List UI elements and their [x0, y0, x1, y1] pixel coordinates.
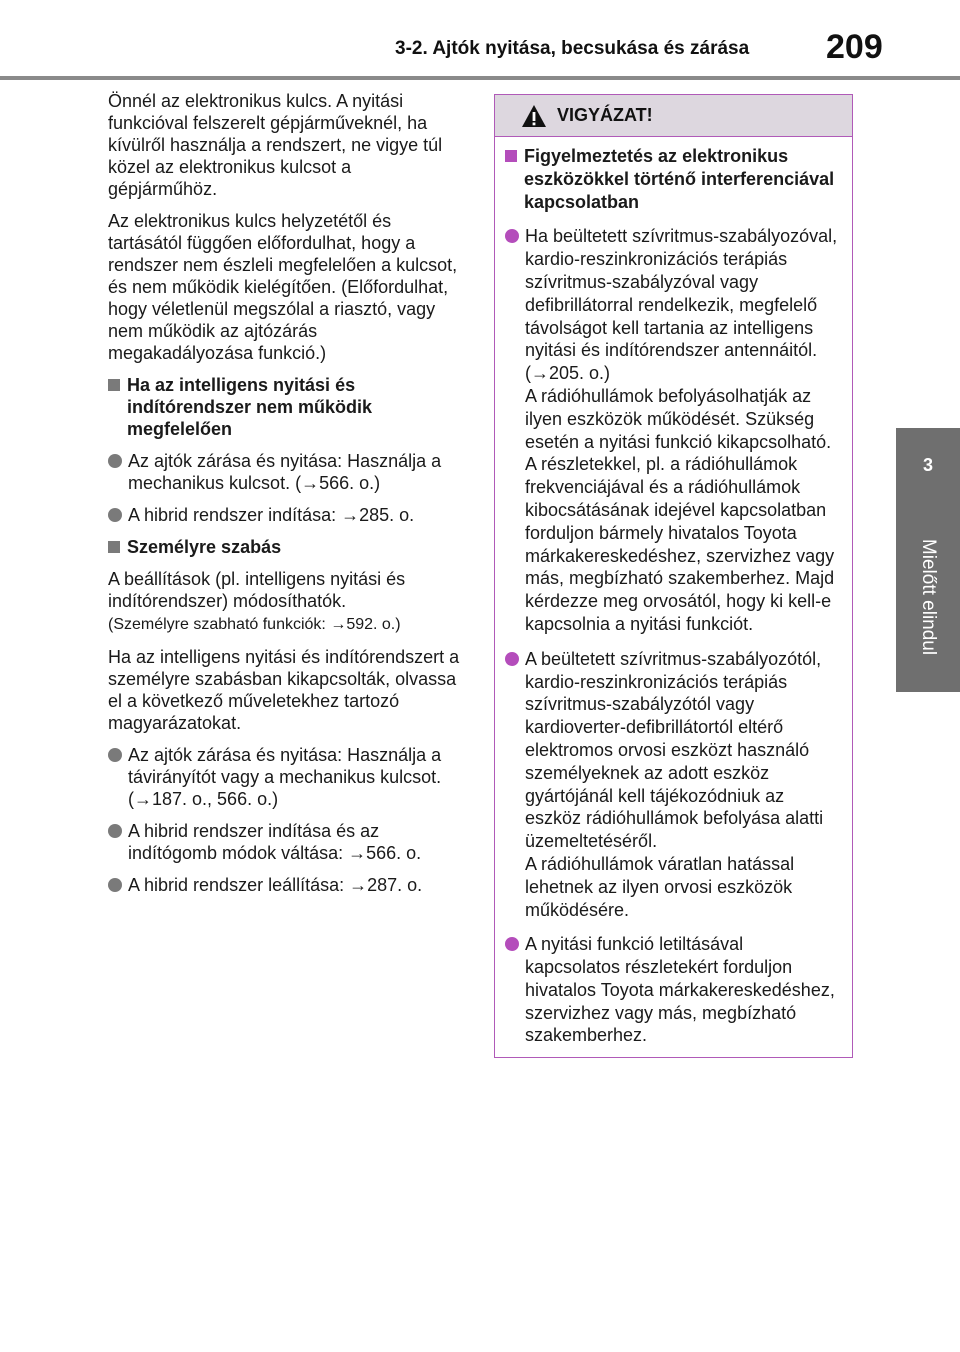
list-item — [108, 450, 464, 494]
list-item-text: A hibrid rendszer leállítása: →287. o. — [128, 875, 423, 895]
caution-heading-text: Figyelmeztetés az elektronikus eszközökkel történő interferenciával kapcsolatban — [524, 146, 835, 212]
list-item-text: Az ajtók zárása és nyitása: Használja a mechanikus kulcsot. (→566. o.) — [128, 451, 442, 493]
list-item — [108, 874, 464, 896]
chapter-tab[interactable] — [896, 502, 960, 692]
warning-triangle-icon — [521, 104, 547, 128]
caution-line: Ha beültetett szívritmus-szabályozóval, kardio-reszinkronizációs terápiás szívritmus-szabályzóval vagy defibrillátorral rendelkezik, megfelelő távolságot kell tartania az intelligens nyitási és indítórendszer antennáitól. (→205. o.) — [525, 226, 838, 384]
section-heading-text: Ha az intelligens nyitási és indítórendszer nem működik megfelelően — [127, 375, 373, 439]
left-column — [108, 90, 464, 906]
list-item — [108, 744, 464, 810]
caution-item-text — [525, 225, 838, 635]
round-bullet-icon — [505, 229, 519, 243]
caution-line: A rádióhullámok váratlan hatással lehetnek az ilyen orvosi eszközök működésére. — [525, 853, 795, 920]
customization-paragraph-2: Ha az intelligens nyitási és indítórendszert a személyre szabásban kikapcsolták, olvassa el a következő műveletekhez tartozó magyarázatokat. — [108, 647, 460, 733]
list-item — [108, 504, 464, 526]
header-divider — [0, 76, 960, 80]
caution-title: VIGYÁZAT! — [557, 105, 653, 125]
chapter-title: Mielőtt elindul — [918, 538, 939, 656]
intro-paragraph-1: Önnél az elektronikus kulcs. A nyitási funkcióval felszerelt gépjárműveknél, ha kívülről használja a rendszert, ne vigye túl közel az elektronikus kulcsot a gépjárműhöz. — [108, 91, 443, 199]
square-bullet-icon — [108, 541, 120, 553]
customization-text: A beállítások (pl. intelligens nyitási és indítórendszer) módosíthatók. — [108, 569, 406, 611]
round-bullet-icon — [108, 508, 122, 522]
customization-paragraph-1 — [108, 568, 464, 636]
caution-line: A rádióhullámok befolyásolhatják az ilyen eszközök működését. Szükség esetén a nyitási funkció kikapcsolható. A részletekkel, pl. a rádióhullámok frekvenciájával és a rádióhullámok kibocsátásának idejével kapcsolatban forduljon bármely hivatalos Toyota márkakereskedéshez, szervizhez vagy más, megbízható szakemberhez. Majd kérdezze meg orvosától, hogy ki kell-e kapcsolnia a nyitási funkciót. — [525, 385, 835, 634]
list-item — [108, 820, 464, 864]
list-item-text: Az ajtók zárása és nyitása: Használja a távirányítót vagy a mechanikus kulcsot. (→187. o., 566. o.) — [128, 745, 442, 809]
round-bullet-icon — [505, 937, 519, 951]
customization-reference: (Személyre szabható funkciók: →592. o.) — [108, 616, 401, 633]
list-item-text: A hibrid rendszer indítása: →285. o. — [128, 505, 415, 525]
caution-item-text — [525, 933, 838, 1047]
list-item-text: A hibrid rendszer indítása és az indítógomb módok váltása: →566. o. — [128, 821, 422, 863]
caution-box — [494, 94, 853, 1058]
round-bullet-icon — [108, 878, 122, 892]
caution-line: A nyitási funkció letiltásával kapcsolatos részletekért forduljon hivatalos Toyota márkakereskedéshez, szervizhez vagy más, megbízható szakemberhez. — [525, 934, 835, 1046]
section-heading-text: Személyre szabás — [127, 537, 282, 557]
section-heading-customization — [108, 536, 464, 558]
square-bullet-icon — [505, 150, 517, 162]
caution-list-item — [505, 648, 838, 922]
page-number: 209 — [826, 28, 883, 66]
round-bullet-icon — [505, 652, 519, 666]
intro-paragraph-2: Az elektronikus kulcs helyzetétől és tartásától függően előfordulhat, hogy a rendszer nem észleli megfelelően a kulcsot, és nem működik kielégítően. (Előfordulhat, hogy véletlenül megszólal a riasztó, vagy nem működik az ajtózárás megakadályozása funkció.) — [108, 211, 458, 363]
round-bullet-icon — [108, 454, 122, 468]
caution-item-text — [525, 648, 838, 922]
square-bullet-icon — [108, 379, 120, 391]
caution-body — [495, 137, 852, 1047]
caution-list-item — [505, 225, 838, 635]
caution-list-item — [505, 933, 838, 1047]
chapter-tab-number[interactable] — [896, 428, 960, 502]
round-bullet-icon — [108, 748, 122, 762]
caution-line: A beültetett szívritmus-szabályozótól, kardio-reszinkronizációs terápiás szívritmus-szabályzótól vagy kardioverter-defibrillátortól eltérő elektromos orvosi eszközt használó személyeknek az adott eszköz gyártójánál kell tájékozódniuk az eszköz rádióhullámok befolyása alatti üzemeltetéséről. — [525, 648, 824, 852]
chapter-number: 3 — [922, 454, 933, 475]
section-title: 3-2. Ajtók nyitása, becsukása és zárása — [395, 38, 750, 59]
section-heading-malfunction — [108, 374, 464, 440]
round-bullet-icon — [108, 824, 122, 838]
caution-heading — [505, 145, 838, 213]
caution-header — [495, 95, 852, 137]
